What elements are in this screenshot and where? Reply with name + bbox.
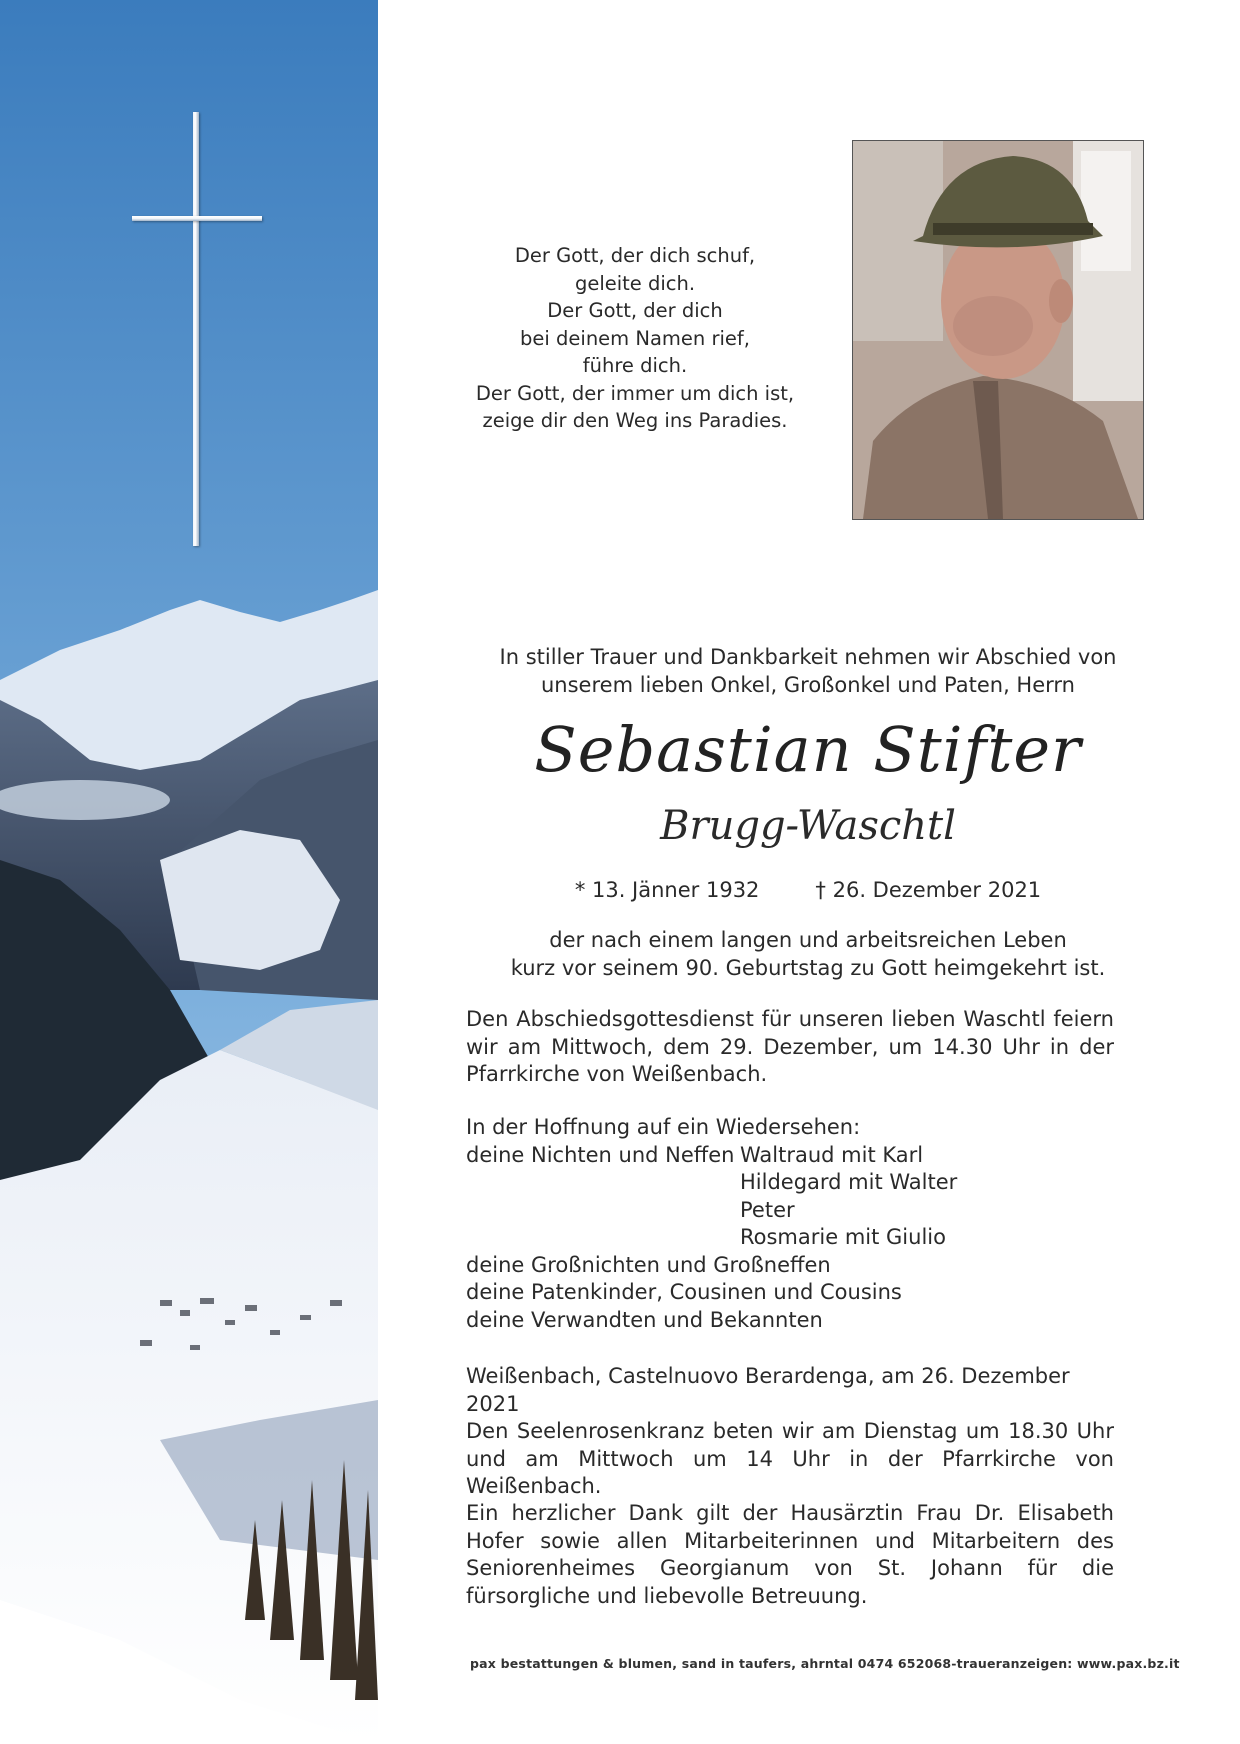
deceased-name: Sebastian Stifter: [534, 713, 1082, 786]
deceased-nickname: Brugg-Waschtl: [660, 803, 956, 849]
memorial-verse: [470, 242, 800, 435]
intro-line: unserem lieben Onkel, Großonkel und Paten, Herrn: [541, 673, 1075, 697]
mourner-row: [466, 1252, 1114, 1280]
mourner-row: [466, 1224, 1114, 1252]
life-summary: [468, 926, 1148, 982]
verse-line: Der Gott, der dich schuf,: [514, 244, 756, 267]
verse-line: zeige dir den Weg ins Paradies.: [482, 409, 788, 432]
rosary-text: Den Seelenrosenkranz beten wir am Dienstag um 18.30 Uhr und am Mittwoch um 14 Uhr in der Pfarrkirche von Weißenbach.: [466, 1419, 1114, 1498]
mourner-row: [466, 1197, 1114, 1225]
mourner-names: Hildegard mit Walter: [740, 1170, 958, 1194]
life-line: der nach einem langen und arbeitsreichen Leben: [549, 928, 1067, 952]
mourner-relation: deine Patenkinder, Cousinen und Cousins: [466, 1280, 902, 1304]
mourner-row: [466, 1142, 1114, 1170]
funeral-service-text: Den Abschiedsgottesdienst für unseren lieben Waschtl feiern wir am Mittwoch, dem 29. Dezember, um 14.30 Uhr in der Pfarrkirche von Weißenbach.: [466, 1007, 1114, 1086]
verse-line: Der Gott, der immer um dich ist,: [475, 381, 795, 405]
verse-line: geleite dich.: [574, 271, 696, 295]
mourner-relation: deine Nichten und Neffen: [466, 1142, 735, 1167]
mourner-row: [466, 1279, 1114, 1307]
mourner-relation: deine Großnichten und Großneffen: [466, 1252, 831, 1277]
mourners-heading: In der Hoffnung auf ein Wiedersehen:: [466, 1115, 861, 1139]
mourners-list: [466, 1114, 1114, 1334]
death-date: † 26. Dezember 2021: [815, 878, 1042, 902]
portrait-photo: [852, 140, 1144, 520]
place-and-date: Weißenbach, Castelnuovo Berardenga, am 26. Dezember 2021: [466, 1364, 1070, 1416]
verse-line: Der Gott, der dich: [547, 299, 723, 322]
thanks-text: Ein herzlicher Dank gilt der Hausärztin Frau Dr. Elisabeth Hofer sowie allen Mitarbeiterinnen und Mitarbeitern des Seniorenheimes Georgianum von St. Johann für die fürsorgliche und liebevolle Betreuung.: [466, 1501, 1114, 1608]
mourner-names: Rosmarie mit Giulio: [740, 1225, 946, 1249]
verse-line: führe dich.: [582, 354, 688, 377]
birth-date: * 13. Jänner 1932: [574, 878, 760, 902]
mourner-names: Peter: [740, 1197, 795, 1222]
life-line: kurz vor seinem 90. Geburtstag zu Gott heimgekehrt ist.: [510, 956, 1106, 980]
announcement-intro: [468, 643, 1148, 699]
footer-imprint: pax bestattungen & blumen, sand in taufers, ahrntal 0474 652068-traueranzeigen: www.pax.bz.it: [470, 1656, 1180, 1671]
cross-icon: [132, 112, 262, 546]
intro-line: In stiller Trauer und Dankbarkeit nehmen wir Abschied von: [499, 645, 1117, 669]
verse-line: bei deinem Namen rief,: [520, 326, 750, 350]
mourner-row: [466, 1307, 1114, 1335]
mountain-landscape-image: [0, 0, 378, 1744]
life-dates: [468, 876, 1148, 904]
mourner-relation: deine Verwandten und Bekannten: [466, 1307, 823, 1332]
mourner-row: [466, 1169, 1114, 1197]
mourner-names: Waltraud mit Karl: [740, 1142, 924, 1167]
